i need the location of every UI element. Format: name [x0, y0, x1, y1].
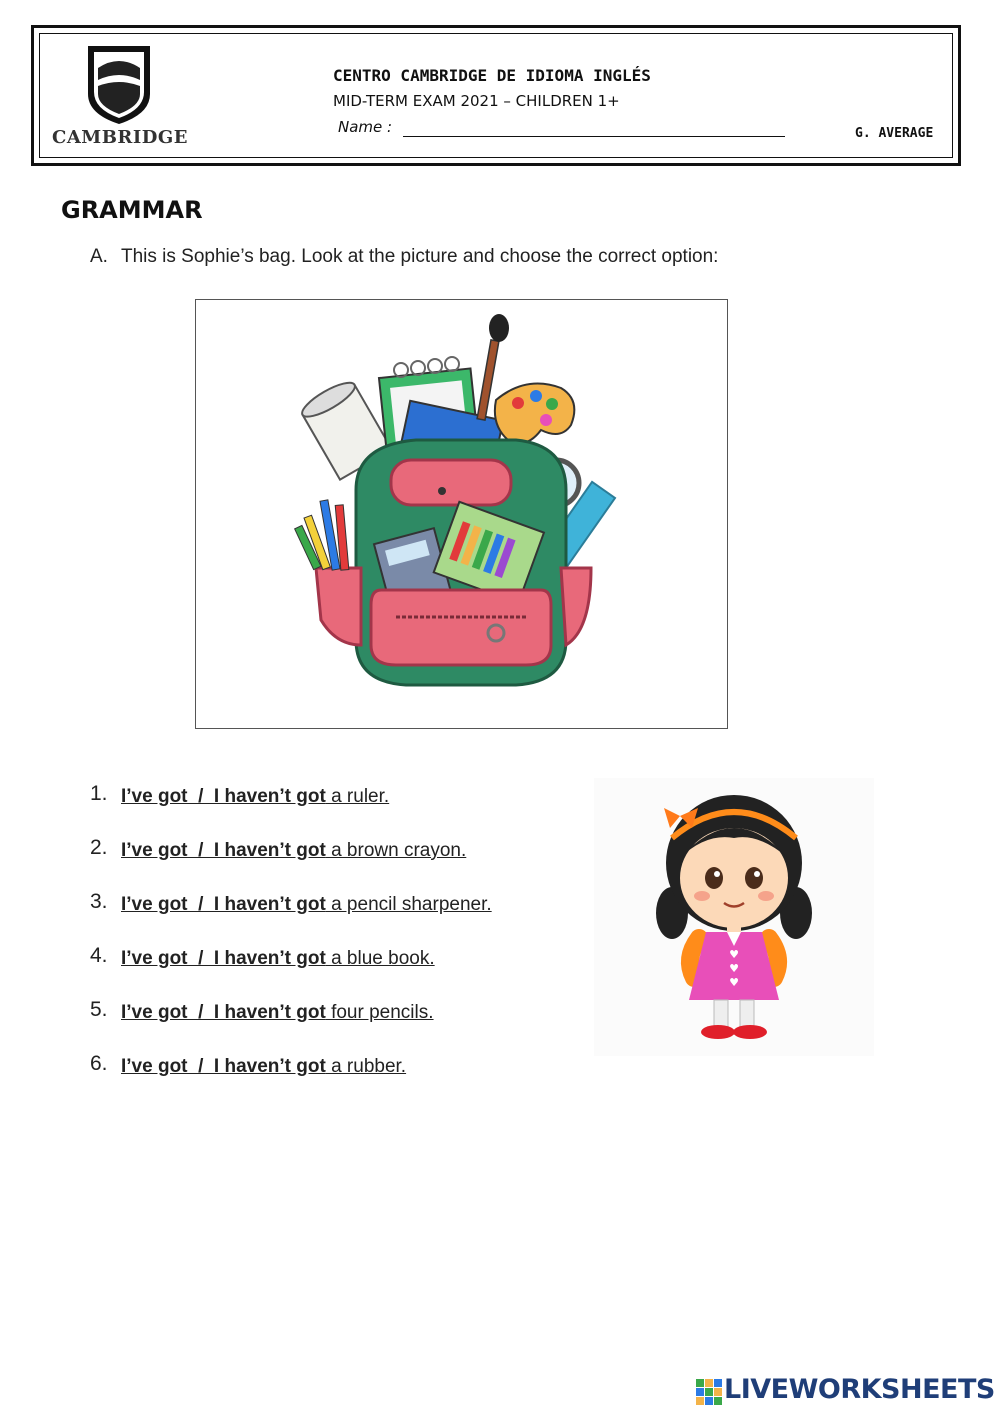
answer-options[interactable]: I’ve got / I haven’t got: [121, 840, 326, 861]
answer-options[interactable]: I’ve got / I haven’t got: [121, 786, 326, 807]
item-text: four pencils.: [325, 1002, 434, 1023]
instruction: [90, 246, 718, 268]
svg-text:♥: ♥: [729, 962, 739, 975]
instruction-text: This is Sophie’s bag. Look at the picture and choose the correct option:: [121, 246, 719, 267]
answer-options[interactable]: I’ve got / I haven’t got: [121, 948, 326, 969]
sophie-icon: [594, 778, 874, 1056]
backpack-picture: [195, 299, 728, 729]
item-number: 1.: [90, 782, 108, 805]
answer-options[interactable]: I’ve got / I haven’t got: [121, 1002, 326, 1023]
item-text: a ruler.: [325, 786, 390, 807]
answer-options[interactable]: I’ve got / I haven’t got: [121, 1056, 326, 1077]
svg-text:♥: ♥: [729, 948, 739, 961]
item-text: a blue book.: [325, 948, 435, 969]
exam-header-inner: [39, 33, 953, 158]
liveworksheets-logo-icon: [696, 1375, 722, 1411]
brand-name: LIVEWORKSHEETS: [724, 1374, 995, 1405]
item-text: a brown crayon.: [325, 840, 467, 861]
backpack-illustration: [196, 300, 726, 727]
name-label: Name :: [338, 118, 393, 136]
item-number: 6.: [90, 1052, 108, 1075]
svg-text:♥: ♥: [729, 976, 739, 989]
shield-icon: [52, 42, 187, 127]
item-number: 4.: [90, 944, 108, 967]
answer-options[interactable]: I’ve got / I haven’t got: [121, 894, 326, 915]
item-text: a pencil sharpener.: [325, 894, 492, 915]
instruction-letter: A.: [90, 246, 108, 267]
cambridge-logo: [52, 42, 187, 147]
grade-average-label: G. AVERAGE: [855, 126, 934, 141]
item-number: 3.: [90, 890, 108, 913]
section-title: GRAMMAR: [61, 196, 203, 224]
name-field[interactable]: [403, 136, 785, 137]
girl-illustration: [594, 778, 874, 1056]
school-name: CENTRO CAMBRIDGE DE IDIOMA INGLÉS: [333, 66, 651, 85]
item-number: 5.: [90, 998, 108, 1021]
item-text: a rubber.: [325, 1056, 407, 1077]
logo-text: CAMBRIDGE: [52, 127, 189, 148]
exam-title: MID-TERM EXAM 2021 – CHILDREN 1+: [333, 92, 620, 110]
item-number: 2.: [90, 836, 108, 859]
exam-header: [31, 25, 961, 166]
